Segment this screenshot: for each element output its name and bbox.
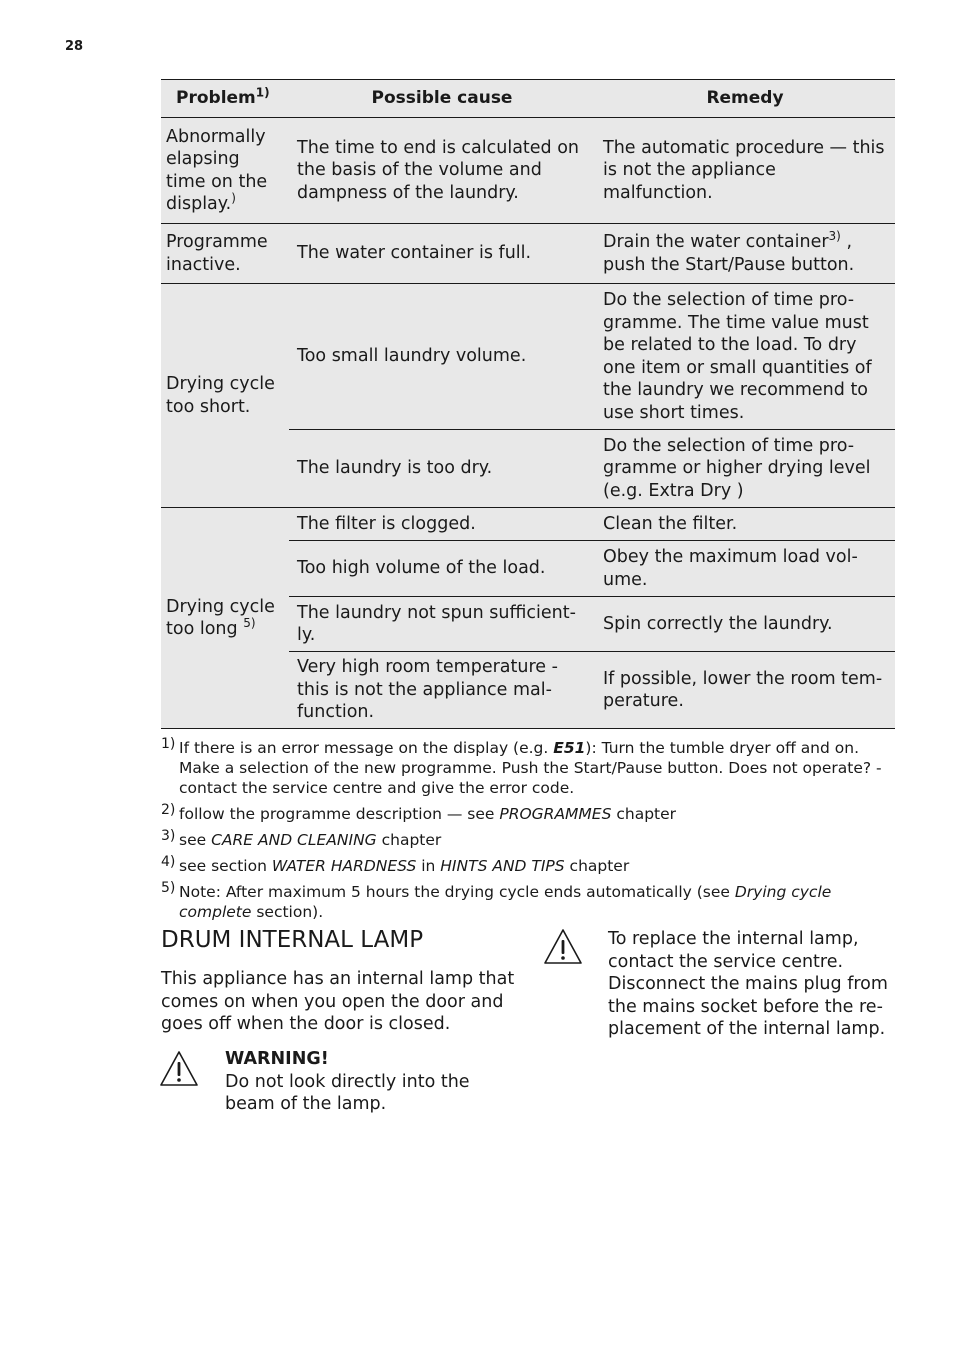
warning-text: Do not look directly into the beam of the lamp. [225, 1071, 470, 1114]
table-row [161, 508, 895, 541]
cause-cell: The time to end is calculated on the basis of the volume and dampness of the laundry. [289, 118, 595, 224]
warning-triangle-icon [159, 1050, 199, 1088]
page-number: 28 [65, 39, 84, 54]
table-row [161, 118, 895, 224]
cause-cell: The filter is clogged. [289, 508, 595, 541]
remedy-cell: The automatic procedure — this is not the appliance malfunction. [595, 118, 895, 224]
problem-cell: Drying cycle too long $^{5)}$ [161, 508, 289, 729]
header-remedy: Remedy [595, 80, 895, 118]
problem-cell: Abnormally elapsing time on the display.) [161, 118, 289, 224]
problem-cell: Drying cycle too short. [161, 284, 289, 508]
remedy-cell: Spin correctly the laundry. [595, 597, 895, 652]
footnote-1: 1) If there is an error message on the display (e.g. E51): Turn the tumble dryer off and on. Make a selection of the new programme. Push the Start/Pause button. Does not operate? - contact the service centre and give the error code. [161, 736, 882, 797]
remedy-cell: Do the selection of time pro-gramme or higher drying level (e.g. Extra Dry ) [595, 430, 895, 508]
cause-cell: The laundry is too dry. [289, 430, 595, 508]
lamp-replacement-note: To replace the internal lamp, contact the service centre. Disconnect the mains plug from the mains socket before the re-placement of the internal lamp. [608, 929, 888, 1039]
warning-triangle-icon [543, 928, 583, 966]
remedy-cell: Do the selection of time pro-gramme. The time value must be related to the load. To dry one item or small quantities of the laundry we recommend to use short times. [595, 284, 895, 430]
footnote-3: 3) see CARE AND CLEANING chapter [161, 828, 442, 849]
remedy-cell: Obey the maximum load vol-ume. [595, 541, 895, 597]
footnote-2: 2) follow the programme description — see PROGRAMMES chapter [161, 802, 677, 823]
lamp-description: This appliance has an internal lamp that comes on when you open the door and goes off when the door is closed. [161, 969, 515, 1034]
warning-block [225, 1048, 515, 1116]
footnote-5: 5) Note: After maximum 5 hours the drying cycle ends automatically (see Drying cycle complete section). [161, 880, 832, 921]
cause-cell: The laundry not spun sufficient-ly. [289, 597, 595, 652]
table-row [161, 284, 895, 430]
table-header-row [161, 80, 895, 118]
footnote-4: 4) see section WATER HARDNESS in HINTS AND TIPS chapter [161, 854, 630, 875]
remedy-cell: Drain the water container$^{3)}$ , push the Start/Pause button. [595, 224, 895, 284]
warning-title: WARNING! [225, 1049, 329, 1069]
header-possible-cause: Possible cause [289, 80, 595, 118]
table-row [161, 224, 895, 284]
header-problem: Problem$^{1)}$ [161, 80, 289, 118]
remedy-cell: Clean the filter. [595, 508, 895, 541]
cause-cell: Very high room temperature - this is not the appliance mal-function. [289, 652, 595, 729]
cause-cell: Too high volume of the load. [289, 541, 595, 597]
remedy-cell: If possible, lower the room tem-perature. [595, 652, 895, 729]
cause-cell: Too small laundry volume. [289, 284, 595, 430]
troubleshooting-table [161, 79, 895, 729]
section-title: DRUM INTERNAL LAMP [161, 927, 424, 953]
cause-cell: The water container is full. [289, 224, 595, 284]
problem-cell: Programme inactive. [161, 224, 289, 284]
